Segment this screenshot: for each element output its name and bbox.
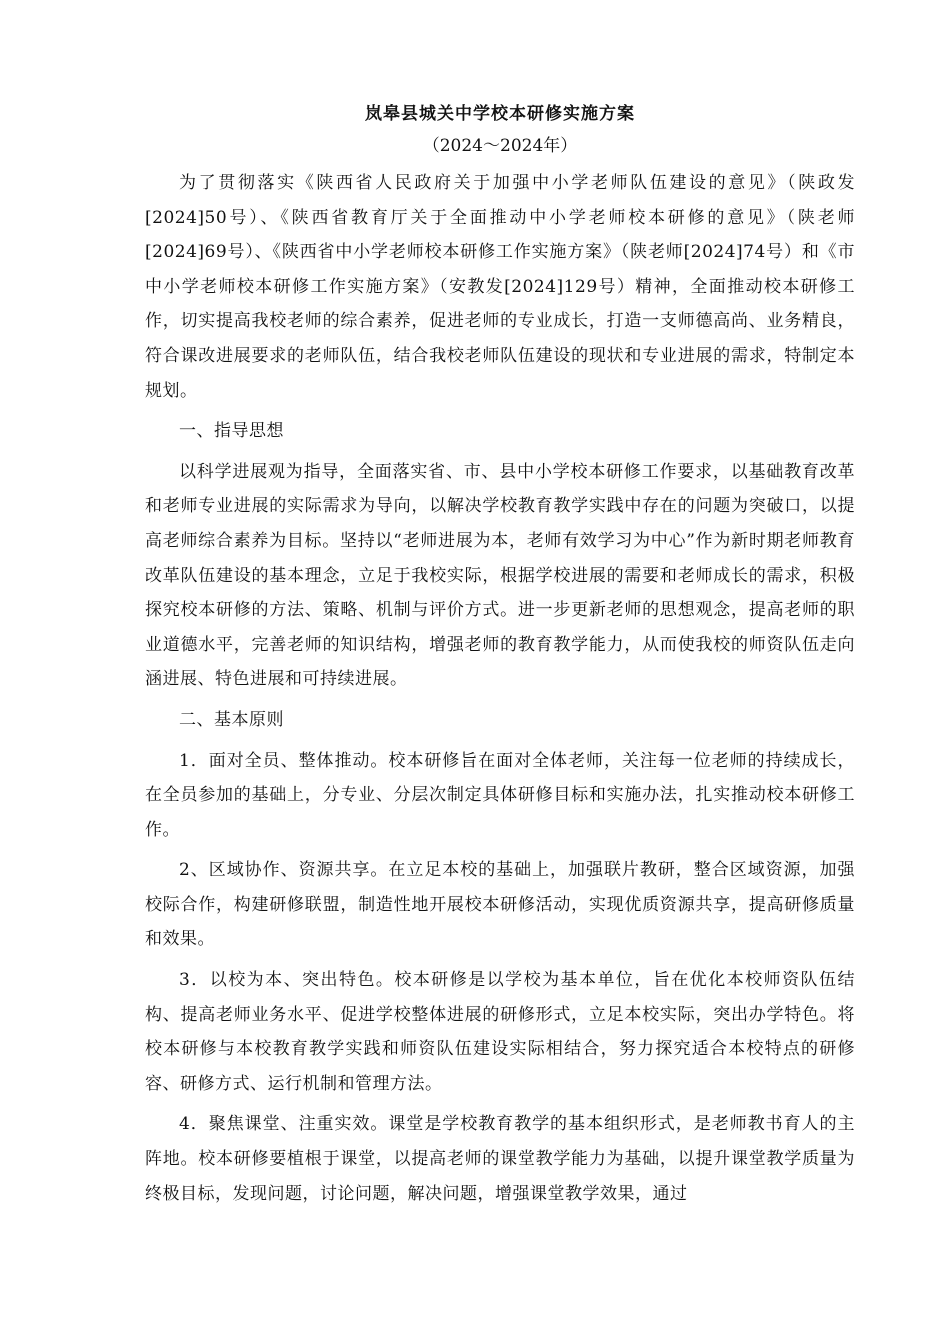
guiding-thought-paragraph: 以科学进展观为指导，全面落实省、市、县中小学校本研修工作要求，以基础教育改革和老师专业进展的实际需求为导向，以解决学校教育教学实践中存在的问题为突破口，以提高老师综合素养为目标。坚持以“老师进展为本，老师有效学习为中心”作为新时期老师教育改革队伍建设的基本理念，立足于我校实际，根据学校进展的需要和老师成长的需求，积极探究校本研修的方法、策略、机制与评价方式。进一步更新老师的思想观念，提高老师的职业道德水平，完善老师的知识结构，增强老师的教育教学能力，从而使我校的师资队伍走向涵进展、特色进展和可持续进展。 xyxy=(145,461,855,690)
principle-1-paragraph: 1．面对全员、整体推动。校本研修旨在面对全体老师，关注每一位老师的持续成长，在全员参加的基础上，分专业、分层次制定具体研修目标和实施办法，扎实推动校本研修工作。 xyxy=(145,750,855,840)
document-title: 岚皋县城关中学校本研修实施方案 xyxy=(365,104,635,124)
section-heading-guiding-thought: 一、指导思想 xyxy=(179,421,284,442)
document-subtitle: （2024～2024年） xyxy=(422,136,578,156)
section-heading-basic-principles: 二、基本原则 xyxy=(179,709,284,730)
principle-3-paragraph: 3．以校为本、突出特色。校本研修是以学校为基本单位，旨在优化本校师资队伍结构、提高老师业务水平、促进学校整体进展的研修形式，立足本校实际，突出办学特色。将校本研修与本校教育教学实践和师资队伍建设实际相结合，努力探究适合本校特点的研修容、研修方式、运行机制和管理方法。 xyxy=(145,970,855,1094)
principle-4-paragraph: 4．聚焦课堂、注重实效。课堂是学校教育教学的基本组织形式，是老师教书育人的主阵地。校本研修要植根于课堂，以提高老师的课堂教学能力为基础，以提升课堂教学质量为终极目标，发现问题，讨论问题，解决问题，增强课堂教学效果，通过 xyxy=(145,1114,855,1204)
intro-paragraph: 为了贯彻落实《陕西省人民政府关于加强中小学老师队伍建设的意见》（陕政发[2024]50号）、《陕西省教育厅关于全面推动中小学老师校本研修的意见》（陕老师[2024]69号）、《陕西省中小学老师校本研修工作实施方案》（陕老师[2024]74号）和《市中小学老师校本研修工作实施方案》（安教发[2024]129号）精神，全面推动校本研修工作，切实提高我校老师的综合素养，促进老师的专业成长，打造一支师德高尚、业务精良，符合课改进展要求的老师队伍，结合我校老师队伍建设的现状和专业进展的需求，特制定本规划。 xyxy=(145,173,855,401)
principle-2-paragraph: 2、区域协作、资源共享。在立足本校的基础上，加强联片教研，整合区域资源，加强校际合作，构建研修联盟，制造性地开展校本研修活动，实现优质资源共享，提高研修质量和效果。 xyxy=(145,860,855,950)
document-body xyxy=(145,98,855,1217)
